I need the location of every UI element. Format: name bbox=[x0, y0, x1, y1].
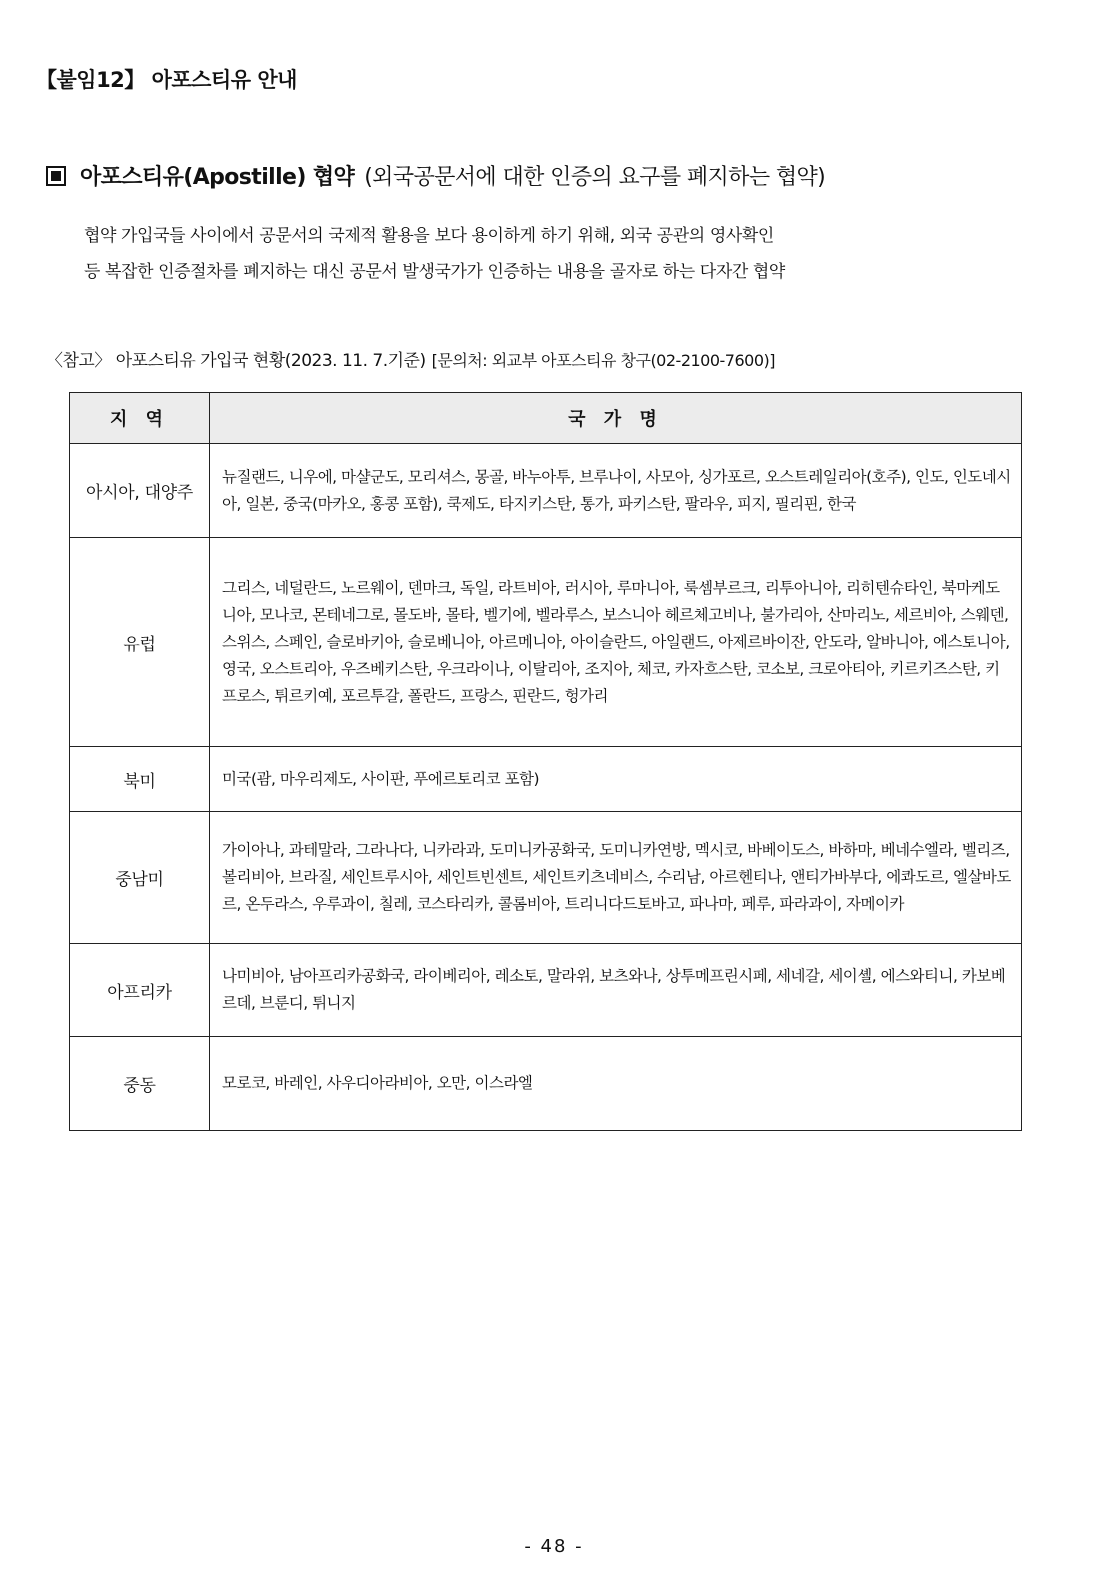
attachment-title: 【붙임12】 아포스티유 안내 bbox=[36, 68, 297, 92]
region-cell: 중남미 bbox=[70, 812, 210, 944]
table-row bbox=[70, 944, 1022, 1037]
table-row bbox=[70, 1037, 1022, 1131]
countries-cell: 미국(괌, 마우리제도, 사이판, 푸에르토리코 포함) bbox=[210, 747, 1022, 812]
table-row bbox=[70, 812, 1022, 944]
table-row bbox=[70, 444, 1022, 538]
description-line: 등 복잡한 인증절차를 폐지하는 대신 공문서 발생국가가 인증하는 내용을 골자로 하는 다자간 협약 bbox=[84, 262, 785, 282]
region-cell: 북미 bbox=[70, 747, 210, 812]
header-countries: 국 가 명 bbox=[210, 393, 1022, 444]
section-subtitle: (외국공문서에 대한 인증의 요구를 폐지하는 협약) bbox=[364, 165, 826, 190]
member-countries-table bbox=[69, 392, 1022, 1131]
section-title: 아포스티유(Apostille) 협약 bbox=[80, 165, 355, 190]
countries-cell: 그리스, 네덜란드, 노르웨이, 덴마크, 독일, 라트비아, 러시아, 루마니아, 룩셈부르크, 리투아니아, 리히텐슈타인, 북마케도니아, 모나코, 몬테네그로, 몰도바, 몰타, 벨기에, 벨라루스, 보스니아 헤르체고비나, 불가리아, 산마리노, 세르비아, 스웨덴, 스위스, 스페인, 슬로바키아, 슬로베니아, 아르메니아, 아이슬란드, 아일랜드, 아제르바이잔, 안도라, 알바니아, 에스토니아, 영국, 오스트리아, 우즈베키스탄, 우크라이나, 이탈리아, 조지아, 체코, 카자흐스탄, 코소보, 크로아티아, 키르키즈스탄, 키프로스, 튀르키예, 포르투갈, 폴란드, 프랑스, 핀란드, 헝가리 bbox=[210, 538, 1022, 747]
region-cell: 아프리카 bbox=[70, 944, 210, 1037]
page-number: - 48 - bbox=[524, 1536, 584, 1557]
countries-cell: 모로코, 바레인, 사우디아라비아, 오만, 이스라엘 bbox=[210, 1037, 1022, 1131]
countries-cell: 뉴질랜드, 니우에, 마샬군도, 모리셔스, 몽골, 바누아투, 브루나이, 사모아, 싱가포르, 오스트레일리아(호주), 인도, 인도네시아, 일본, 중국(마카오, 홍콩 포함), 쿡제도, 타지키스탄, 통가, 파키스탄, 팔라우, 피지, 필리핀, 한국 bbox=[210, 444, 1022, 538]
countries-cell: 나미비아, 남아프리카공화국, 라이베리아, 레소토, 말라위, 보츠와나, 상투메프린시페, 세네갈, 세이셸, 에스와티니, 카보베르데, 브룬디, 튀니지 bbox=[210, 944, 1022, 1037]
region-cell: 유럽 bbox=[70, 538, 210, 747]
filled-square-bullet-icon bbox=[46, 166, 66, 186]
reference-note bbox=[46, 346, 775, 371]
description-line: 협약 가입국들 사이에서 공문서의 국제적 활용을 보다 용이하게 하기 위해, 외국 공관의 영사확인 bbox=[84, 226, 774, 246]
reference-note-text: 〈참고〉 아포스티유 가입국 현황(2023. 11. 7.기준) bbox=[46, 351, 426, 371]
section-heading bbox=[46, 160, 825, 191]
header-region: 지 역 bbox=[70, 393, 210, 444]
region-cell: 중동 bbox=[70, 1037, 210, 1131]
region-cell: 아시아, 대양주 bbox=[70, 444, 210, 538]
table-header-row bbox=[70, 393, 1022, 444]
section-description bbox=[84, 218, 904, 290]
contact-info: [문의처: 외교부 아포스티유 창구(02-2100-7600)] bbox=[431, 351, 776, 370]
table-row bbox=[70, 538, 1022, 747]
countries-cell: 가이아나, 과테말라, 그라나다, 니카라과, 도미니카공화국, 도미니카연방, 멕시코, 바베이도스, 바하마, 베네수엘라, 벨리즈, 볼리비아, 브라질, 세인트루시아, 세인트빈센트, 세인트키츠네비스, 수리남, 아르헨티나, 앤티가바부다, 에콰도르, 엘살바도르, 온두라스, 우루과이, 칠레, 코스타리카, 콜롬비아, 트리니다드토바고, 파나마, 페루, 파라과이, 자메이카 bbox=[210, 812, 1022, 944]
table-row bbox=[70, 747, 1022, 812]
